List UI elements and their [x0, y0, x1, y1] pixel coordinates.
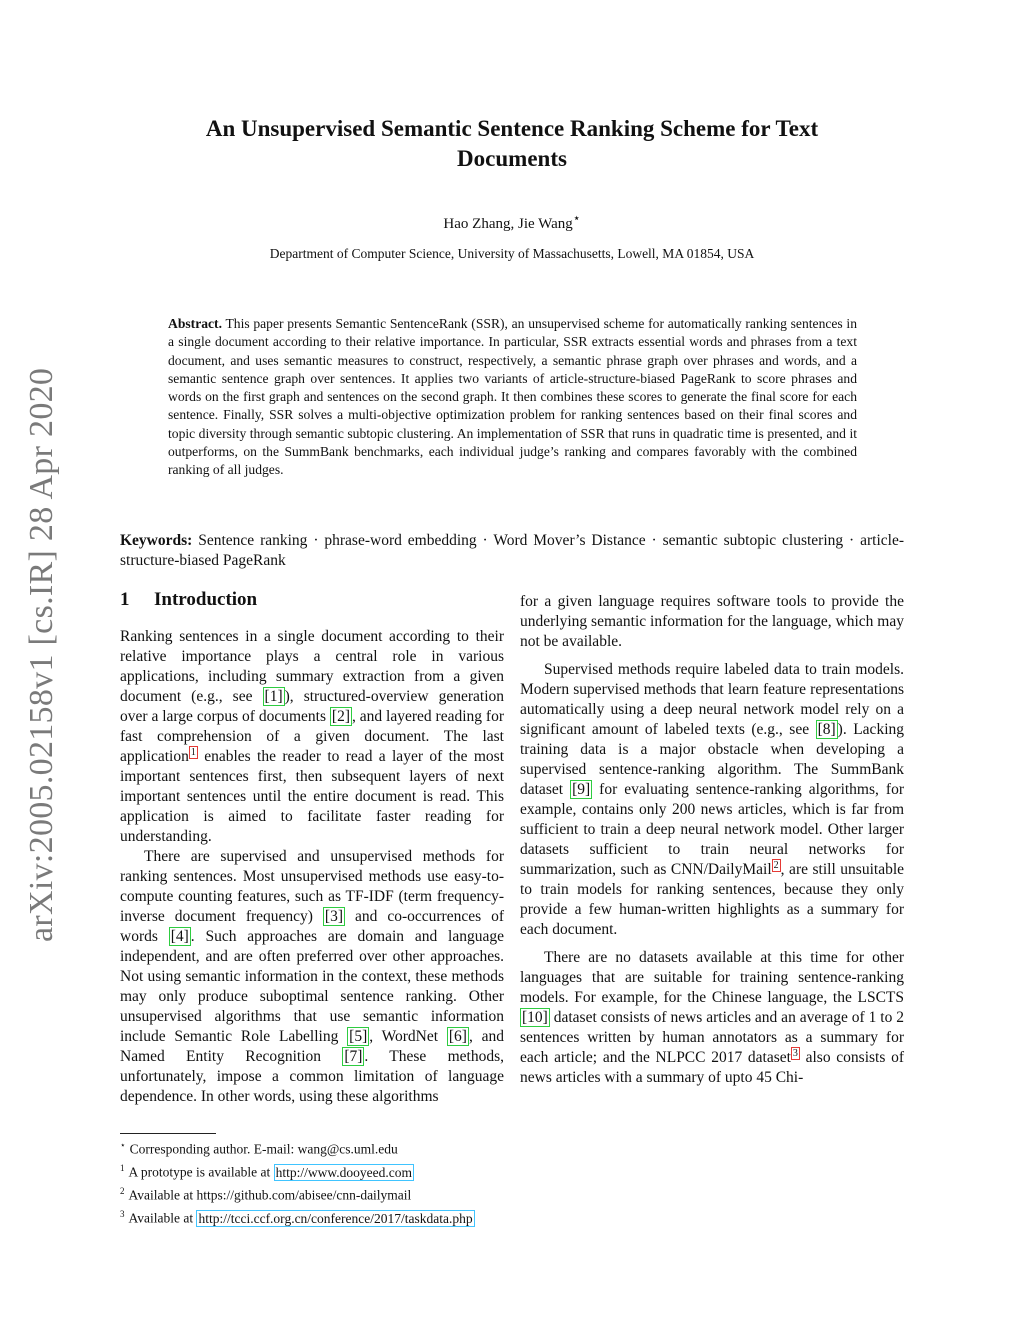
text-run: There are no datasets available at this time for other languages that are suitable for training sentence-ranking models. For example, for the Chinese language, the LSCTS: [520, 949, 904, 1006]
text-run: . These methods, unfortunately, impose a common limitation of language dependence. In other words, using these algorithms: [120, 1048, 504, 1105]
text-run: for evaluating sentence-ranking algorithms, for example, contains only 200 news articles, which is far from sufficient to train a deep neural network model. Other larger datasets sufficient to train neural networks for summarization, such as CNN/DailyMail: [520, 781, 904, 878]
author-names: Hao Zhang, Jie Wang: [443, 216, 573, 232]
keywords-text: Sentence ranking · phrase-word embedding · Word Mover’s Distance · semantic subtopic clustering · article-structure-biased PageRank: [120, 532, 904, 569]
section-title: Introduction: [154, 589, 258, 610]
citation-link[interactable]: [10]: [522, 1009, 548, 1026]
text-run: , and layered reading for fast comprehension of a given document. The last application: [120, 708, 504, 765]
intro-paragraph-2: [120, 847, 504, 1107]
footnote-corresponding: [120, 1136, 904, 1159]
intro-paragraph-4: [520, 660, 904, 940]
section-heading: [120, 588, 504, 612]
citation-link[interactable]: [8]: [817, 721, 836, 738]
footnote-2: [120, 1182, 904, 1205]
right-column: [520, 592, 904, 1088]
text-run: ). Lacking training data is a major obstacle when developing a supervised sentence-ranking algorithm. The SummBank dataset: [520, 721, 904, 798]
citation-link[interactable]: [1]: [264, 688, 283, 705]
paper-title: [120, 114, 904, 174]
footnote-link[interactable]: 3: [792, 1047, 798, 1059]
abstract: [168, 315, 857, 480]
text-run: Ranking sentences in a single document according to their relative importance plays a central role in various applications, including summary extraction from a given document (e.g., see: [120, 628, 504, 705]
text-run: There are supervised and unsupervised methods for ranking sentences. Most unsupervised methods use easy-to-compute counting features, such as TF-IDF (term frequency-inverse document frequency): [120, 848, 504, 925]
footnotes: [120, 1136, 904, 1228]
authors: [120, 210, 904, 233]
section-number: 1: [120, 589, 130, 610]
footnote-mark: 1: [120, 1163, 125, 1173]
citation-link[interactable]: [6]: [448, 1028, 467, 1045]
abstract-label: Abstract.: [168, 316, 222, 331]
title-line-1: An Unsupervised Semantic Sentence Ranking Scheme for Text: [205, 116, 819, 141]
footnote-url-link[interactable]: http://tcci.ccf.org.cn/conference/2017/taskdata.php: [198, 1210, 473, 1226]
text-run: and co-occurrences of words: [120, 908, 504, 945]
citation-link[interactable]: [5]: [349, 1028, 368, 1045]
intro-paragraph-3: for a given language requires software tools to provide the underlying semantic information for the language, which may not be available.: [520, 593, 904, 650]
corresponding-mark: ⋆: [572, 211, 581, 225]
abstract-text: This paper presents Semantic SentenceRank (SSR), an unsupervised scheme for automatically ranking sentences in a single document according to their relative importance. In particular, SSR extracts essential words and phrases from a text document, and uses semantic measures to construct, respectively, a semantic phrase graph over phrases and words, and a semantic sentence graph over sentences. It applies two variants of article-structure-biased PageRank to score phrases and words on the first graph and sentences on the second graph. It then combines these scores to generate the final score for each sentence. Finally, SSR solves a multi-objective optimization problem for ranking sentences based on their final scores and topic diversity through semantic subtopic clustering. An implementation of SSR that runs in quadratic time is presented, and it outperforms, on the SummBank benchmarks, each individual judge’s ranking and compares favorably with the combined ranking of all judges.: [168, 316, 858, 478]
text-run: Supervised methods require labeled data to train models. Modern supervised methods that learn feature representations automatically using a deep neural network model rely on a significant amount of labeled texts (e.g., see: [520, 661, 904, 738]
footnote-url-link[interactable]: http://www.dooyeed.com: [275, 1164, 412, 1180]
keywords: [120, 531, 904, 571]
footnote-rule: [120, 1133, 216, 1134]
footnote-mark: 3: [120, 1209, 125, 1219]
text-run: . Such approaches are domain and language independent, and are often preferred over other approaches. Not using semantic information in the context, these methods may only produce suboptimal sentence ranking. Other unsupervised algorithms that use semantic information include Semantic Role Labelling: [120, 928, 504, 1045]
footnote-text: A prototype is available at: [128, 1164, 274, 1180]
footnote-mark: ⋆: [120, 1140, 126, 1150]
citation-link[interactable]: [9]: [572, 781, 591, 798]
citation-link[interactable]: [4]: [170, 928, 189, 945]
intro-paragraph-5: [520, 948, 904, 1088]
footnote-text: Available at https://github.com/abisee/cnn-dailymail: [128, 1187, 412, 1203]
left-column: [120, 588, 504, 1107]
footnote-1: [120, 1159, 904, 1182]
text-run: also consists of news articles with a summary of upto 45 Chi-: [520, 1049, 904, 1086]
footnote-text: Corresponding author. E-mail: wang@cs.uml.edu: [129, 1141, 398, 1157]
text-run: enables the reader to read a layer of the most important sentences first, then subsequent layers of next important sentences until the entire document is read. This application is aimed to facilitate faster reading for understanding.: [120, 748, 504, 845]
text-run: , are still unsuitable to train models for ranking sentences, because they only provide a few human-written highlights as a summary for each document.: [520, 861, 905, 938]
footnote-text: Available at: [128, 1210, 197, 1226]
footnote-link[interactable]: 1: [190, 746, 196, 758]
text-run: , WordNet: [369, 1028, 447, 1045]
citation-link[interactable]: [3]: [324, 908, 343, 925]
arxiv-stamp: arXiv:2005.02158v1 [cs.IR] 28 Apr 2020: [23, 367, 60, 942]
citation-link[interactable]: [7]: [344, 1048, 363, 1065]
footnote-mark: 2: [120, 1186, 125, 1196]
text-run: , and Named Entity Recognition: [120, 1028, 504, 1065]
affiliation: Department of Computer Science, University of Massachusetts, Lowell, MA 01854, USA: [269, 246, 755, 261]
title-line-2: Documents: [457, 146, 567, 171]
footnote-3: [120, 1205, 904, 1228]
text-run: ), structured-overview generation over a large corpus of documents: [120, 688, 504, 725]
keywords-label: Keywords:: [120, 532, 193, 549]
footnote-link[interactable]: 2: [773, 859, 779, 871]
citation-link[interactable]: [2]: [331, 708, 350, 725]
text-run: dataset consists of news articles and an average of 1 to 2 sentences written by human annotators as a summary for each article; and the NLPCC 2017 dataset: [520, 1009, 904, 1066]
intro-paragraph-1: [120, 627, 504, 847]
